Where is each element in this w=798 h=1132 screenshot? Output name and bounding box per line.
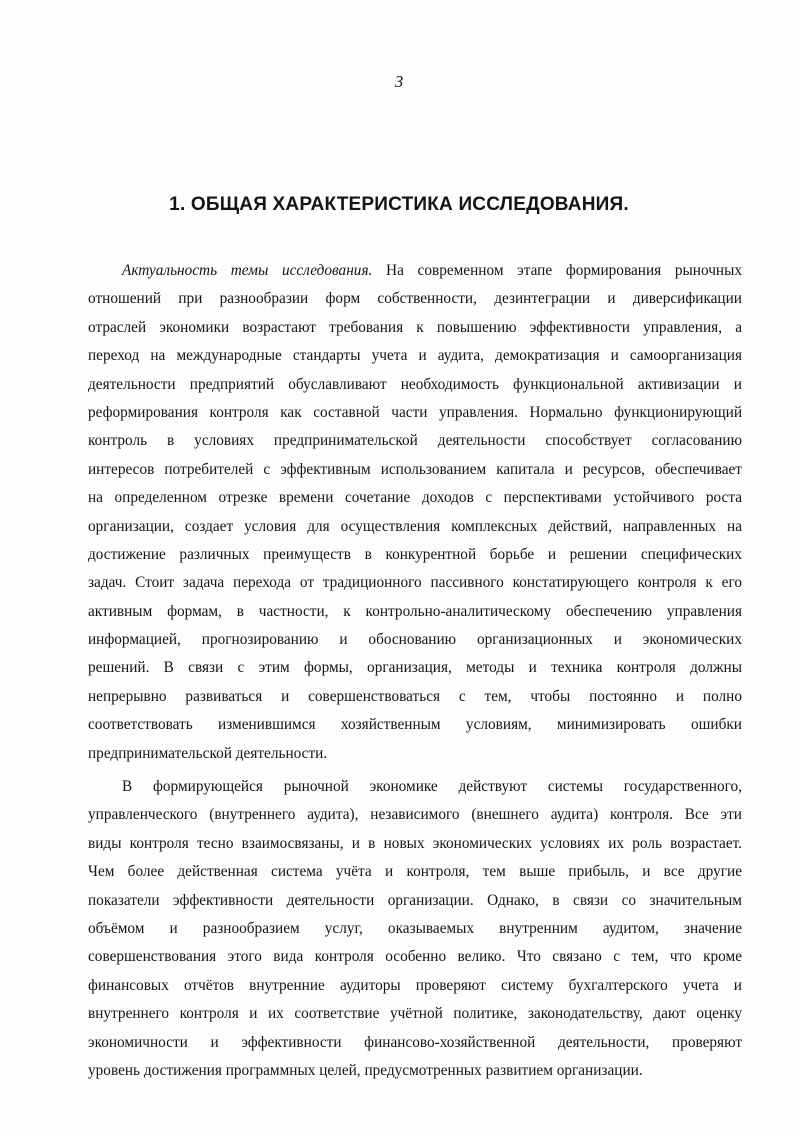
paragraph-line: реформирования контроля как составной части управления. Нормально функционирующий (88, 403, 742, 421)
paragraph-line: Чем более действенная система учёта и контроля, тем выше прибыль, и все другие (88, 863, 742, 881)
paragraph-line: В формирующейся рыночной экономике действуют системы государственного, (122, 778, 742, 795)
paragraph-line: совершенствования этого вида контроля особенно велико. Что связано с тем, что кроме (88, 948, 742, 966)
paragraph-line: решений. В связи с этим формы, организация, методы и техника контроля должны (88, 659, 742, 677)
paragraph-line: переход на международные стандарты учета и аудита, демократизация и самоорганизация (88, 347, 742, 365)
paragraph-line: показатели эффективности деятельности организации. Однако, в связи со значительным (88, 891, 742, 909)
paragraph-audit (88, 773, 742, 1085)
paragraph-relevance (88, 257, 742, 768)
paragraph-line: внутреннего контроля и их соответствие учётной политике, законодательству, дают оценку (88, 1005, 742, 1023)
paragraph-line: на определенном отрезке времени сочетание доходов с перспективами устойчивого роста (88, 489, 742, 507)
section-title: 1. ОБЩАЯ ХАРАКТЕРИСТИКА ИССЛЕДОВАНИЯ. (169, 194, 629, 215)
paragraph-line: непрерывно развиваться и совершенствоваться с тем, чтобы постоянно и полно (88, 687, 742, 705)
paragraph-line: виды контроля тесно взаимосвязаны, и в новых экономических условиях их роль возрастает. (88, 834, 742, 852)
paragraph-line: управленческого (внутреннего аудита), независимого (внешнего аудита) контроля. Все эти (88, 806, 742, 824)
paragraph-line: отраслей экономики возрастают требования к повышению эффективности управления, а (88, 318, 742, 336)
paragraph-line: контроль в условиях предпринимательской деятельности способствует согласованию (88, 432, 742, 450)
paragraph-line: объёмом и разнообразием услуг, оказываемых внутренним аудитом, значение (88, 919, 742, 937)
paragraph-line: Актуальность темы исследования. На современном этапе формирования рыночных (122, 262, 742, 279)
relevance-lead: Актуальность темы исследования. (122, 262, 373, 279)
paragraph-line: предпринимательской деятельности. (88, 744, 328, 762)
paragraph-line: отношений при разнообразии форм собственности, дезинтеграции и диверсификации (88, 290, 742, 308)
paragraph-line: финансовых отчётов внутренние аудиторы проверяют систему бухгалтерского учета и (88, 976, 742, 994)
paragraph-line: достижение различных преимуществ в конкурентной борьбе и решении специфических (88, 545, 742, 563)
paragraph-line: задач. Стоит задача перехода от традиционного пассивного констатирующего контроля к его (88, 574, 742, 592)
paragraph-line: интересов потребителей с эффективным использованием капитала и ресурсов, обеспечивает (88, 460, 742, 478)
paragraph-line: информацией, прогнозированию и обоснованию организационных и экономических (88, 631, 742, 649)
paragraph-line: активным формам, в частности, к контрольно-аналитическому обеспечению управления (88, 602, 742, 620)
paragraph-line: организации, создает условия для осуществления комплексных действий, направленных на (88, 517, 742, 535)
paragraph-line: уровень достижения программных целей, предусмотренных развитием организации. (88, 1061, 643, 1079)
paragraph-line: деятельности предприятий обуславливают необходимость функциональной активизации и (88, 375, 742, 393)
paragraph-line: соответствовать изменившимся хозяйственным условиям, минимизировать ошибки (88, 716, 742, 734)
paragraph-line: экономичности и эффективности финансово-хозяйственной деятельности, проверяют (88, 1033, 742, 1051)
page-number: 3 (394, 72, 404, 91)
